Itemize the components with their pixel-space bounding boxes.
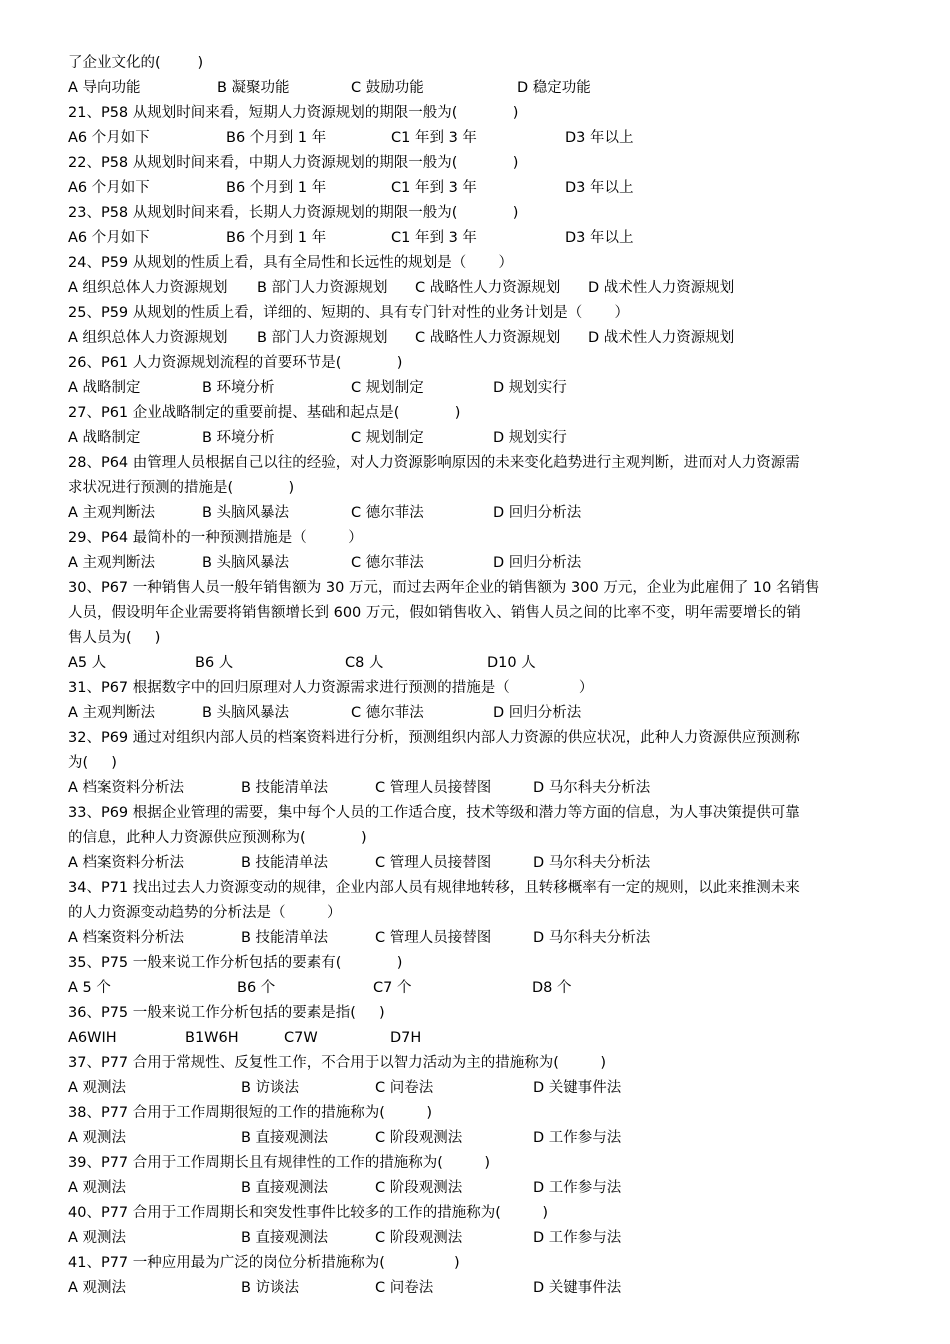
- answer-option: D7H: [390, 1030, 422, 1046]
- answer-option: B 环境分析: [202, 430, 275, 446]
- answer-option: A 导向功能: [68, 80, 141, 96]
- answer-option: B 技能清单法: [241, 930, 329, 946]
- answer-option: A 组织总体人力资源规划: [68, 330, 228, 346]
- answer-option: C 问卷法: [375, 1280, 434, 1296]
- answer-option: B 凝聚功能: [217, 80, 290, 96]
- answer-option: A 观测法: [68, 1080, 127, 1096]
- question-text-line: 的人力资源变动趋势的分析法是（ ）: [68, 905, 342, 921]
- answer-option: A6 个月如下: [68, 180, 150, 196]
- question-text-line: 27、P61 企业战略制定的重要前提、基础和起点是( ): [68, 405, 461, 421]
- question-text-line: 求状况进行预测的措施是( ): [68, 480, 295, 496]
- question-text-line: 38、P77 合用于工作周期很短的工作的措施称为( ): [68, 1105, 433, 1121]
- answer-option: B 部门人力资源规划: [257, 280, 388, 296]
- answer-option: D 战术性人力资源规划: [588, 280, 735, 296]
- answer-option: D 工作参与法: [533, 1180, 622, 1196]
- answer-option: B6 个月到 1 年: [226, 180, 327, 196]
- answer-options-row: [68, 651, 888, 676]
- answer-option: B 直接观测法: [241, 1230, 329, 1246]
- answer-option: B 技能清单法: [241, 780, 329, 796]
- answer-options-row: [68, 426, 888, 451]
- answer-option: B 部门人力资源规划: [257, 330, 388, 346]
- answer-option: D 稳定功能: [517, 80, 591, 96]
- answer-option: D8 个: [532, 980, 572, 996]
- answer-option: B 头脑风暴法: [202, 555, 290, 571]
- answer-options-row: [68, 126, 888, 151]
- answer-option: D 回归分析法: [493, 555, 582, 571]
- answer-option: A 观测法: [68, 1280, 127, 1296]
- answer-option: B 访谈法: [241, 1080, 300, 1096]
- answer-option: A 战略制定: [68, 430, 141, 446]
- answer-option: A6 个月如下: [68, 230, 150, 246]
- answer-option: C 德尔菲法: [351, 705, 424, 721]
- question-text-line: 24、P59 从规划的性质上看，具有全局性和长远性的规划是（ ）: [68, 255, 514, 271]
- answer-option: D10 人: [487, 655, 536, 671]
- answer-option: D 关键事件法: [533, 1080, 622, 1096]
- answer-options-row: [68, 851, 888, 876]
- answer-option: C 管理人员接替图: [375, 930, 492, 946]
- document-page: [68, 51, 888, 1301]
- answer-option: B 环境分析: [202, 380, 275, 396]
- answer-option: D 规划实行: [493, 430, 567, 446]
- answer-option: A5 人: [68, 655, 107, 671]
- answer-option: C 规划制定: [351, 380, 424, 396]
- question-text-line: 28、P64 由管理人员根据自己以往的经验，对人力资源影响原因的未来变化趋势进行主观判断，进而对人力资源需: [68, 455, 800, 471]
- answer-option: C7 个: [373, 980, 412, 996]
- answer-options-row: [68, 1226, 888, 1251]
- answer-option: A 战略制定: [68, 380, 141, 396]
- answer-option: B 直接观测法: [241, 1130, 329, 1146]
- answer-option: D 马尔科夫分析法: [533, 855, 651, 871]
- answer-option: D3 年以上: [565, 230, 634, 246]
- answer-option: B 头脑风暴法: [202, 505, 290, 521]
- question-text-line: 40、P77 合用于工作周期长和突发性事件比较多的工作的措施称为( ): [68, 1205, 549, 1221]
- answer-option: C 规划制定: [351, 430, 424, 446]
- answer-option: C1 年到 3 年: [391, 230, 477, 246]
- answer-option: C8 人: [345, 655, 384, 671]
- question-text-line: 29、P64 最简朴的一种预测措施是（ ）: [68, 530, 363, 546]
- answer-options-row: [68, 176, 888, 201]
- answer-option: A 观测法: [68, 1180, 127, 1196]
- answer-option: A 档案资料分析法: [68, 780, 185, 796]
- question-text-line: 售人员为( ): [68, 630, 161, 646]
- answer-option: B 直接观测法: [241, 1180, 329, 1196]
- question-text-line: 31、P67 根据数字中的回归原理对人力资源需求进行预测的措施是（ ）: [68, 680, 594, 696]
- answer-option: B6 个月到 1 年: [226, 130, 327, 146]
- answer-options-row: [68, 1176, 888, 1201]
- answer-option: B6 人: [195, 655, 234, 671]
- answer-option: A 档案资料分析法: [68, 855, 185, 871]
- answer-option: C 阶段观测法: [375, 1180, 463, 1196]
- question-text-line: 41、P77 一种应用最为广泛的岗位分析措施称为( ): [68, 1255, 460, 1271]
- question-text-line: 30、P67 一种销售人员一般年销售额为 30 万元，而过去两年企业的销售额为 300 万元，企业为此雇佣了 10 名销售: [68, 580, 820, 596]
- answer-option: D 工作参与法: [533, 1130, 622, 1146]
- answer-option: D 马尔科夫分析法: [533, 930, 651, 946]
- answer-option: D 回归分析法: [493, 705, 582, 721]
- answer-option: B 头脑风暴法: [202, 705, 290, 721]
- answer-options-row: [68, 226, 888, 251]
- answer-option: A 主观判断法: [68, 505, 156, 521]
- question-text-line: 21、P58 从规划时间来看，短期人力资源规划的期限一般为( ): [68, 105, 519, 121]
- answer-option: A 主观判断法: [68, 555, 156, 571]
- answer-option: D 关键事件法: [533, 1280, 622, 1296]
- answer-option: B 访谈法: [241, 1280, 300, 1296]
- question-text-line: 35、P75 一般来说工作分析包括的要素有( ): [68, 955, 403, 971]
- answer-options-row: [68, 1126, 888, 1151]
- answer-option: C 阶段观测法: [375, 1130, 463, 1146]
- answer-option: D3 年以上: [565, 180, 634, 196]
- answer-option: D 回归分析法: [493, 505, 582, 521]
- answer-option: D 战术性人力资源规划: [588, 330, 735, 346]
- answer-option: B1W6H: [185, 1030, 239, 1046]
- answer-options-row: [68, 501, 888, 526]
- answer-option: A 观测法: [68, 1130, 127, 1146]
- answer-options-row: [68, 551, 888, 576]
- answer-option: A 组织总体人力资源规划: [68, 280, 228, 296]
- answer-option: C 德尔菲法: [351, 555, 424, 571]
- question-text-line: 为( ): [68, 755, 117, 771]
- answer-option: C 鼓励功能: [351, 80, 424, 96]
- question-text-line: 26、P61 人力资源规划流程的首要环节是( ): [68, 355, 403, 371]
- question-text-line: 的信息，此种人力资源供应预测称为( ): [68, 830, 367, 846]
- answer-option: C1 年到 3 年: [391, 180, 477, 196]
- answer-option: A 5 个: [68, 980, 111, 996]
- question-text-line: 36、P75 一般来说工作分析包括的要素是指( ): [68, 1005, 385, 1021]
- answer-option: C 德尔菲法: [351, 505, 424, 521]
- answer-option: C 管理人员接替图: [375, 855, 492, 871]
- question-text-line: 33、P69 根据企业管理的需要，集中每个人员的工作适合度，技术等级和潜力等方面的信息，为人事决策提供可靠: [68, 805, 800, 821]
- question-text-line: 34、P71 找出过去人力资源变动的规律，企业内部人员有规律地转移，且转移概率有一定的规则，以此来推测未来: [68, 880, 800, 896]
- answer-option: A6WIH: [68, 1030, 117, 1046]
- answer-options-row: [68, 1026, 888, 1051]
- question-text-line: 32、P69 通过对组织内部人员的档案资料进行分析，预测组织内部人力资源的供应状况，此种人力资源供应预测称: [68, 730, 800, 746]
- answer-option: C 战略性人力资源规划: [415, 280, 561, 296]
- answer-option: C 阶段观测法: [375, 1230, 463, 1246]
- question-text-line: 39、P77 合用于工作周期长且有规律性的工作的措施称为( ): [68, 1155, 491, 1171]
- question-text-line: 22、P58 从规划时间来看，中期人力资源规划的期限一般为( ): [68, 155, 519, 171]
- answer-option: B6 个月到 1 年: [226, 230, 327, 246]
- answer-options-row: [68, 1276, 888, 1301]
- answer-option: C 战略性人力资源规划: [415, 330, 561, 346]
- answer-options-row: [68, 276, 888, 301]
- answer-option: D 规划实行: [493, 380, 567, 396]
- answer-options-row: [68, 326, 888, 351]
- answer-option: A 主观判断法: [68, 705, 156, 721]
- answer-option: B6 个: [237, 980, 276, 996]
- answer-option: A6 个月如下: [68, 130, 150, 146]
- answer-option: C1 年到 3 年: [391, 130, 477, 146]
- answer-options-row: [68, 76, 888, 101]
- answer-option: D3 年以上: [565, 130, 634, 146]
- answer-options-row: [68, 701, 888, 726]
- answer-option: A 档案资料分析法: [68, 930, 185, 946]
- answer-option: C 问卷法: [375, 1080, 434, 1096]
- question-text-line: 了企业文化的( ): [68, 55, 204, 71]
- answer-option: C 管理人员接替图: [375, 780, 492, 796]
- question-text-line: 人员，假设明年企业需要将销售额增长到 600 万元，假如销售收入、销售人员之间的比率不变，明年需要增长的销: [68, 605, 801, 621]
- answer-option: C7W: [284, 1030, 318, 1046]
- answer-options-row: [68, 926, 888, 951]
- question-text-line: 25、P59 从规划的性质上看，详细的、短期的、具有专门针对性的业务计划是（ ）: [68, 305, 630, 321]
- question-text-line: 37、P77 合用于常规性、反复性工作，不合用于以智力活动为主的措施称为( ): [68, 1055, 607, 1071]
- answer-options-row: [68, 376, 888, 401]
- answer-option: A 观测法: [68, 1230, 127, 1246]
- answer-options-row: [68, 976, 888, 1001]
- answer-options-row: [68, 776, 888, 801]
- answer-option: B 技能清单法: [241, 855, 329, 871]
- question-text-line: 23、P58 从规划时间来看，长期人力资源规划的期限一般为( ): [68, 205, 519, 221]
- answer-options-row: [68, 1076, 888, 1101]
- answer-option: D 工作参与法: [533, 1230, 622, 1246]
- answer-option: D 马尔科夫分析法: [533, 780, 651, 796]
